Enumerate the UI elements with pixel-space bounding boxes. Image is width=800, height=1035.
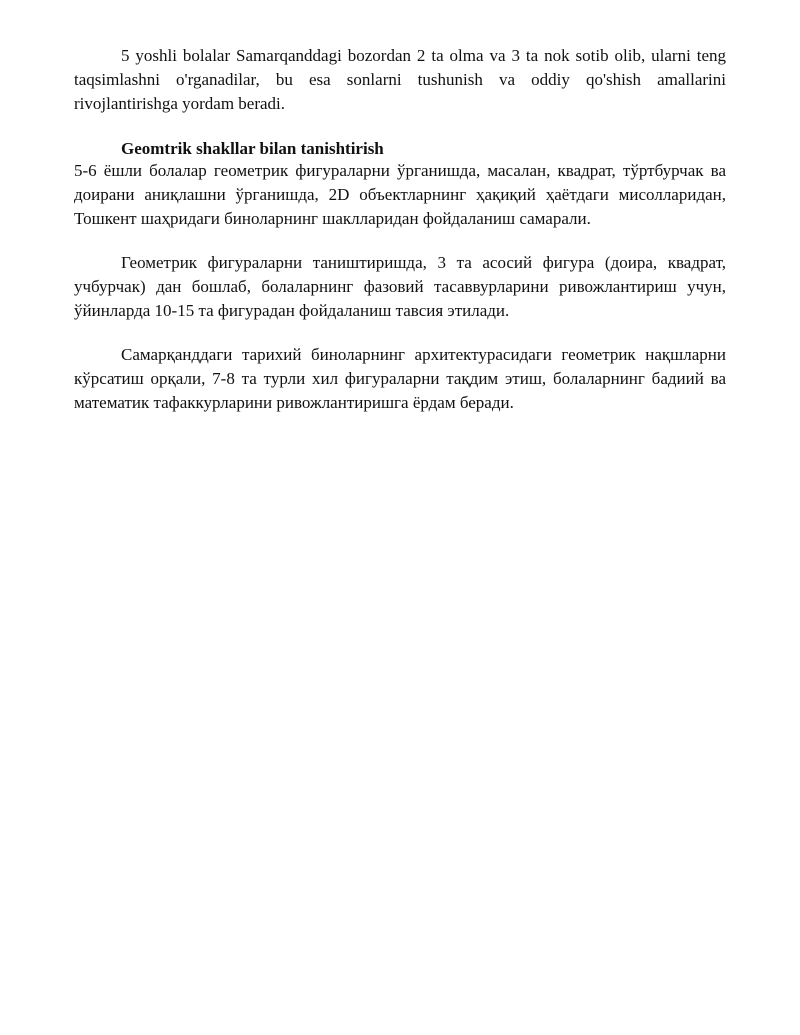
- section-paragraph-1: 5-6 ёшли болалар геометрик фигураларни ўрганишда, масалан, квадрат, тўртбурчак ва доирани аниқлашни ўрганишда, 2D объектларнинг ҳақиқий ҳаётдаги мисолларидан, Тошкент шаҳридаги биноларнинг шаклларидан фойдаланиш самарали.: [74, 161, 726, 228]
- section-paragraph-2: Геометрик фигураларни таништиришда, 3 та асосий фигура (доира, квадрат, учбурчак) дан бошлаб, болаларнинг фазовий тасаввурларини ривожлантириш учун, ўйинларда 10-15 та фигурадан фойдаланиш тавсия этилади.: [74, 253, 726, 320]
- section-heading: Geomtrik shakllar bilan tanishtirish: [121, 139, 384, 158]
- section-paragraph-3: Самарқанддаги тарихий биноларнинг архитектурасидаги геометрик нақшларни кўрсатиш орқали, 7-8 та турли хил фигураларни тақдим этиш, болаларнинг бадиий ва математик тафаккурларини ривожлантиришга ёрдам беради.: [74, 345, 726, 412]
- intro-paragraph: 5 yoshli bolalar Samarqanddagi bozordan 2 ta olma va 3 ta nok sotib olib, ularni teng taqsimlashni o'rganadilar, bu esa sonlarni tushunish va oddiy qo'shish amallarini rivojlantirishga yordam beradi.: [74, 46, 726, 113]
- document-body: [74, 44, 726, 415]
